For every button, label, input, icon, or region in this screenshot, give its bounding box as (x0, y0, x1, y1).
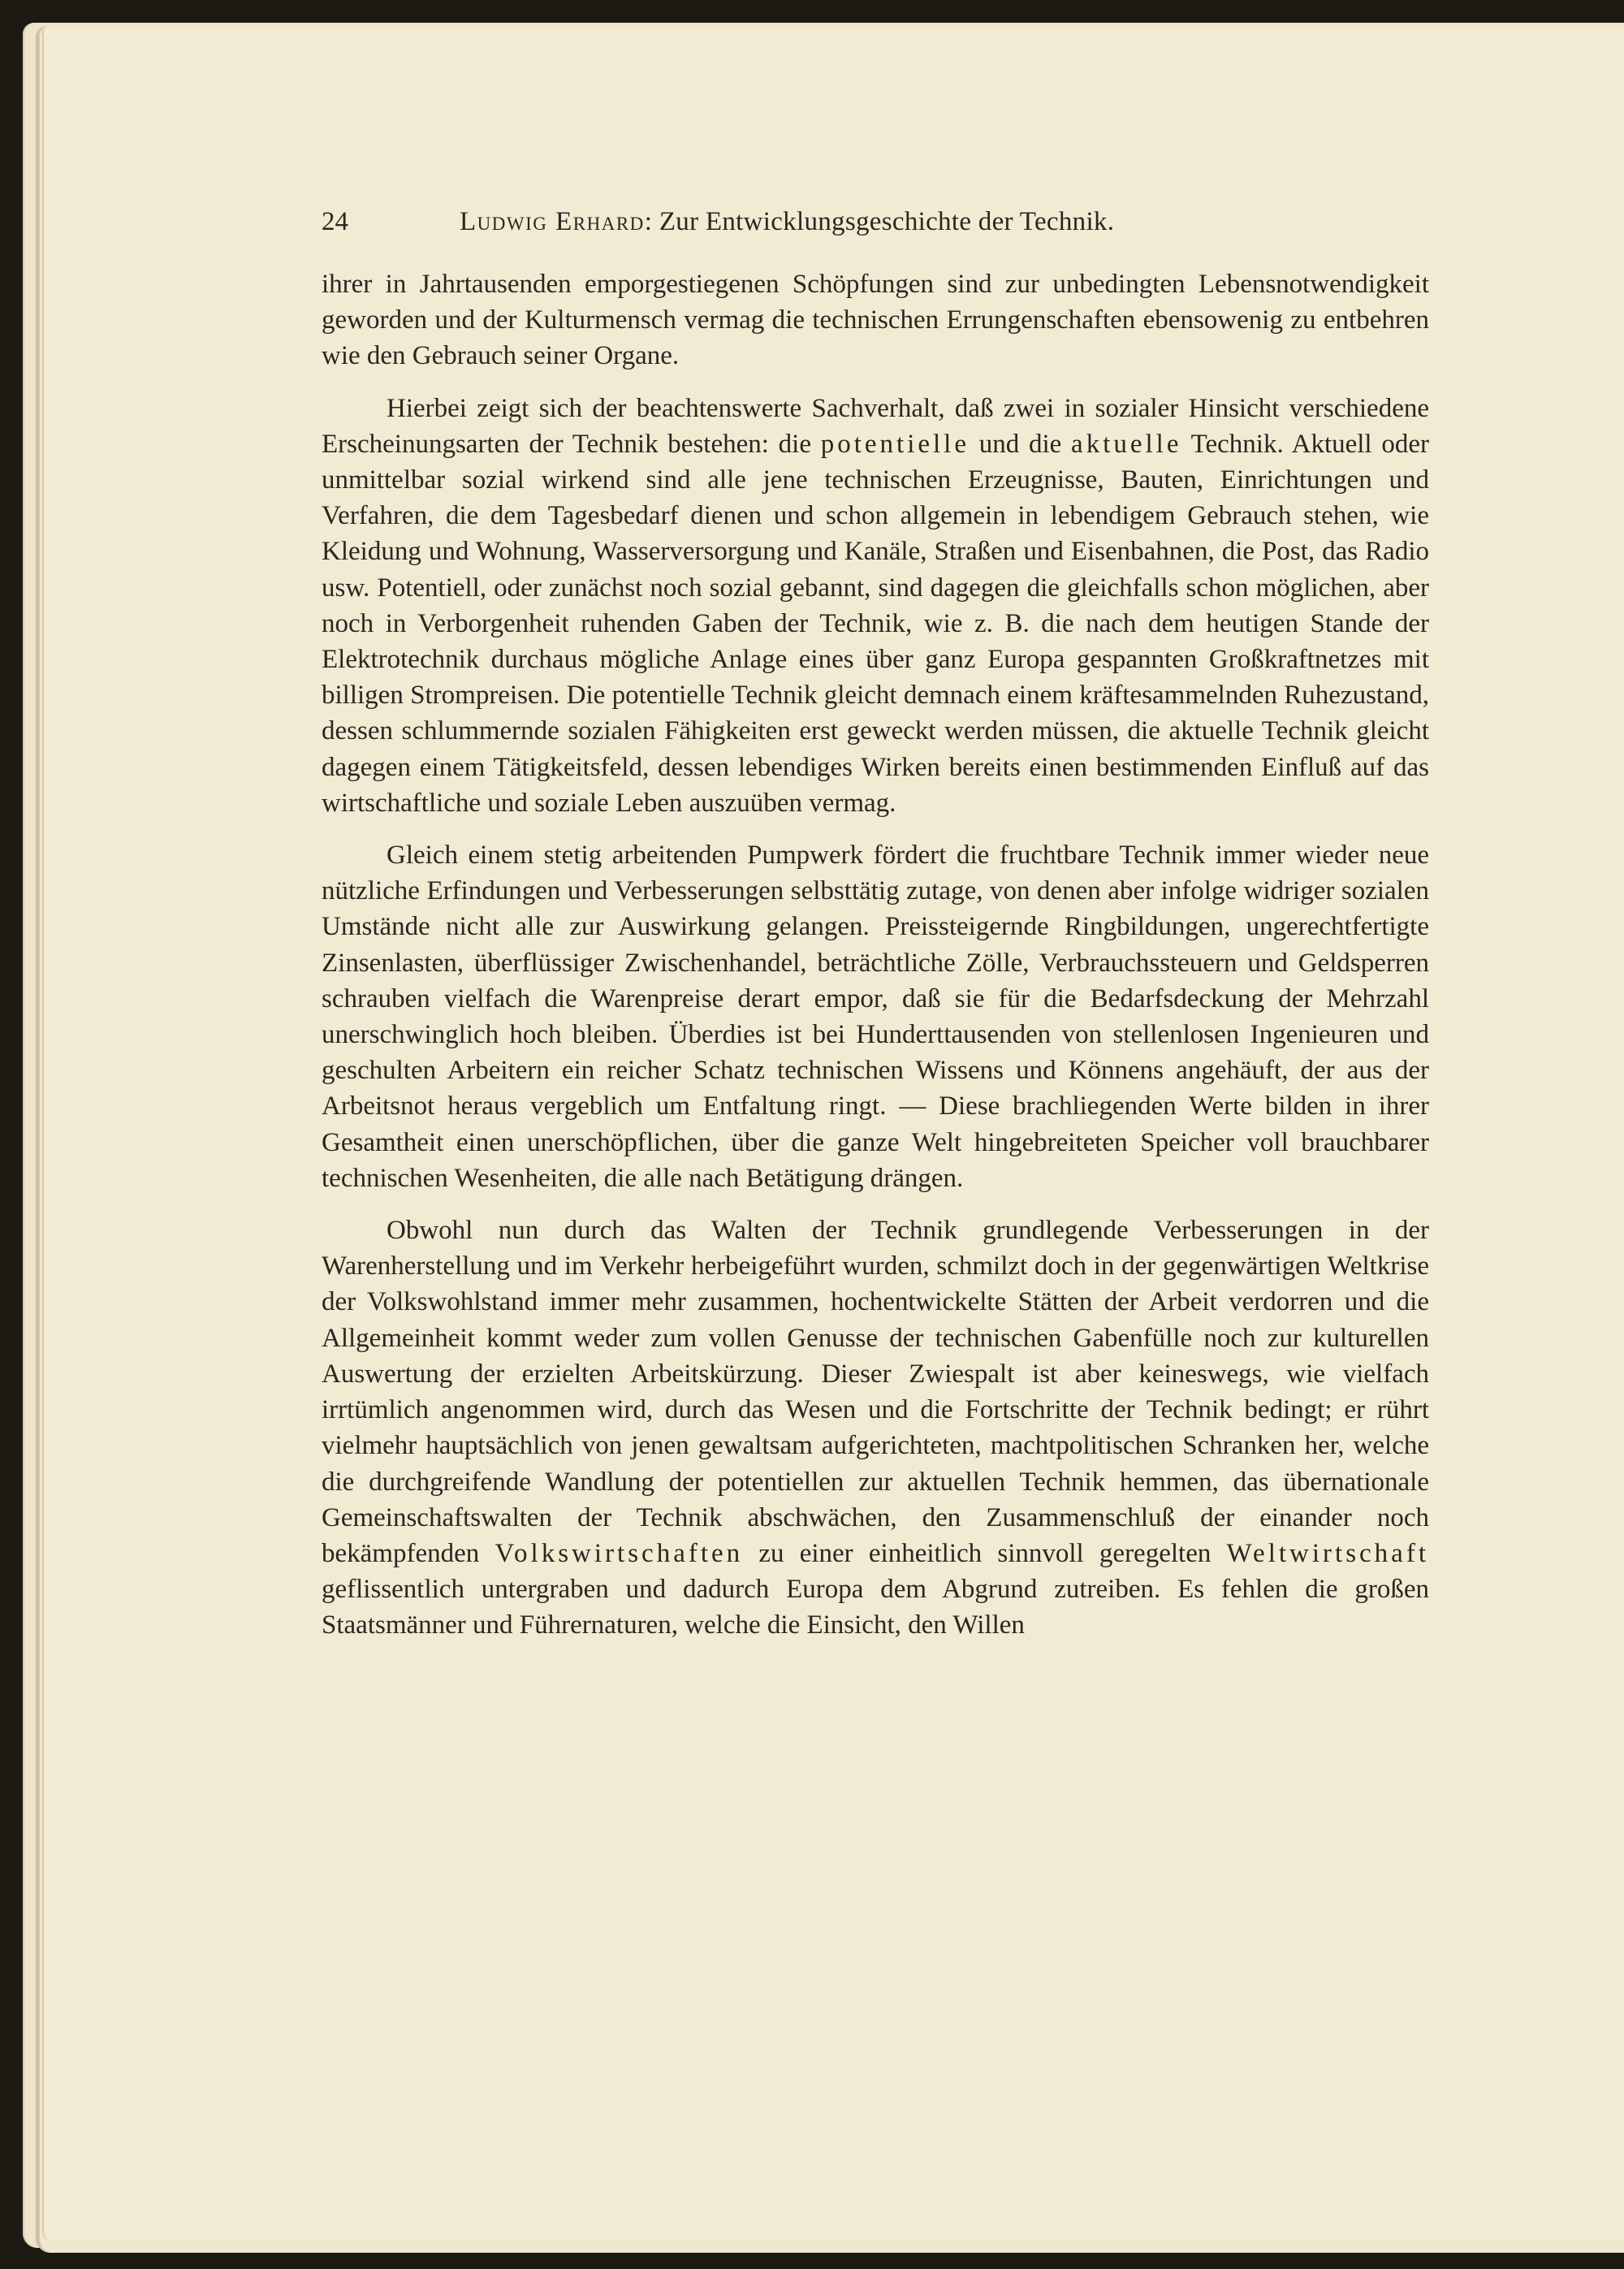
paragraph (322, 837, 1429, 1196)
running-head (322, 203, 1429, 240)
running-head-author: Ludwig Erhard (460, 207, 645, 236)
emphasized-term: Weltwirtschaft (1226, 1538, 1429, 1568)
paragraph (322, 266, 1429, 374)
text-run: Hierbei zeigt sich der beachtenswerte Sachverhalt, daß zwei in sozialer Hinsicht verschiedene Erscheinungsarten der Technik bestehen: die (322, 393, 1429, 459)
paragraph (322, 1212, 1429, 1643)
text-run: geflissentlich untergraben und dadurch Europa dem Abgrund zutreiben. Es fehlen die großen Staatsmänner und Führernaturen, welche die Einsicht, den Willen (322, 1575, 1429, 1640)
text-run: ihrer in Jahrtausenden emporgestiegenen Schöpfungen sind zur unbedingten Lebensnotwendigkeit geworden und der Kulturmensch vermag die technischen Errungenschaften ebensowenig zu entbehren wie den Gebrauch seiner Organe. (322, 270, 1429, 371)
running-head-title (460, 203, 1114, 240)
emphasized-term: potentielle (820, 429, 970, 459)
page-text-block (322, 203, 1429, 1660)
running-head-book-title: Zur Entwicklungsgeschichte der Technik. (659, 207, 1115, 236)
emphasized-term: Volkswirtschaften (495, 1538, 744, 1568)
text-run: zu einer einheitlich sinnvoll geregelten (743, 1538, 1227, 1568)
text-run: Gleich einem stetig arbeitenden Pumpwerk fördert die fruchtbare Technik immer wieder neue nützliche Erfindungen und Verbesserungen selbsttätig zutage, von denen aber infolge widriger sozialen Umstände nicht alle zur Auswirkung gelangen. Preissteigernde Ringbildungen, ungerechtfertigte Zinsenlasten, überflüssiger Zwischenhandel, beträchtliche Zölle, Verbrauchssteuern und Geldsperren schrauben vielfach die Warenpreise derart empor, daß sie für die Bedarfsdeckung der Mehrzahl unerschwinglich hoch bleiben. Überdies ist bei Hunderttausenden von stellenlosen Ingenieuren und geschulten Arbeitern ein reicher Schatz technischen Wissens und Könnens angehäuft, der aus der Arbeitsnot heraus vergeblich um Entfaltung ringt. — Diese brachliegenden Werte bilden in ihrer Gesamtheit einen unerschöpflichen, über die ganze Welt hingebreiteten Speicher voll brauchbarer technischen Wesenheiten, die alle nach Betätigung drängen. (322, 841, 1429, 1193)
text-run: und die (970, 429, 1072, 459)
page-number: 24 (322, 207, 348, 236)
paragraph (322, 391, 1429, 821)
running-head-separator: : (644, 207, 659, 236)
text-run: Technik. Aktuell oder unmittelbar sozial wirkend sind alle jene technischen Erzeugnisse, Bauten, Einrichtungen und Verfahren, die dem Tagesbedarf dienen und schon allgemein in lebendigem Gebrauch stehen, wie Kleidung und Wohnung, Wasserversorgung und Kanäle, Straßen und Eisenbahnen, die Post, das Radio usw. Potentiell, oder zunächst noch sozial gebannt, sind dagegen die gleichfalls schon möglichen, aber noch in Verborgenheit ruhenden Gaben der Technik, wie z. B. die nach dem heutigen Stande der Elektrotechnik durchaus mögliche Anlage eines über ganz Europa gespannten Großkraftnetzes mit billigen Strompreisen. Die potentielle Technik gleicht demnach einem kräftesammelnden Ruhezustand, dessen schlummernde sozialen Fähigkeiten erst geweckt werden müssen, die aktuelle Technik gleicht dagegen einem Tätigkeitsfeld, dessen lebendiges Wirken bereits einen bestimmenden Einfluß auf das wirtschaftliche und soziale Leben auszuüben vermag. (322, 429, 1429, 818)
text-run: Obwohl nun durch das Walten der Technik grundlegende Verbesserungen in der Warenherstellung und im Verkehr herbeigeführt wurden, schmilzt doch in der gegenwärtigen Weltkrise der Volkswohlstand immer mehr zusammen, hochentwickelte Stätten der Arbeit verdorren und die Allgemeinheit kommt weder zum vollen Genusse der technischen Gabenfülle noch zur kulturellen Auswertung der erzielten Arbeitskürzung. Dieser Zwiespalt ist aber keineswegs, wie vielfach irrtümlich angenommen wird, durch das Wesen und die Fortschritte der Technik bedingt; er rührt vielmehr hauptsächlich von jenen gewaltsam aufgerichteten, machtpolitischen Schranken her, welche die durchgreifende Wandlung der potentiellen zur aktuellen Technik hemmen, das übernationale Gemeinschaftswalten der Technik abschwächen, den Zusammenschluß der einander noch bekämpfenden (322, 1216, 1429, 1568)
emphasized-term: aktuelle (1071, 429, 1182, 459)
